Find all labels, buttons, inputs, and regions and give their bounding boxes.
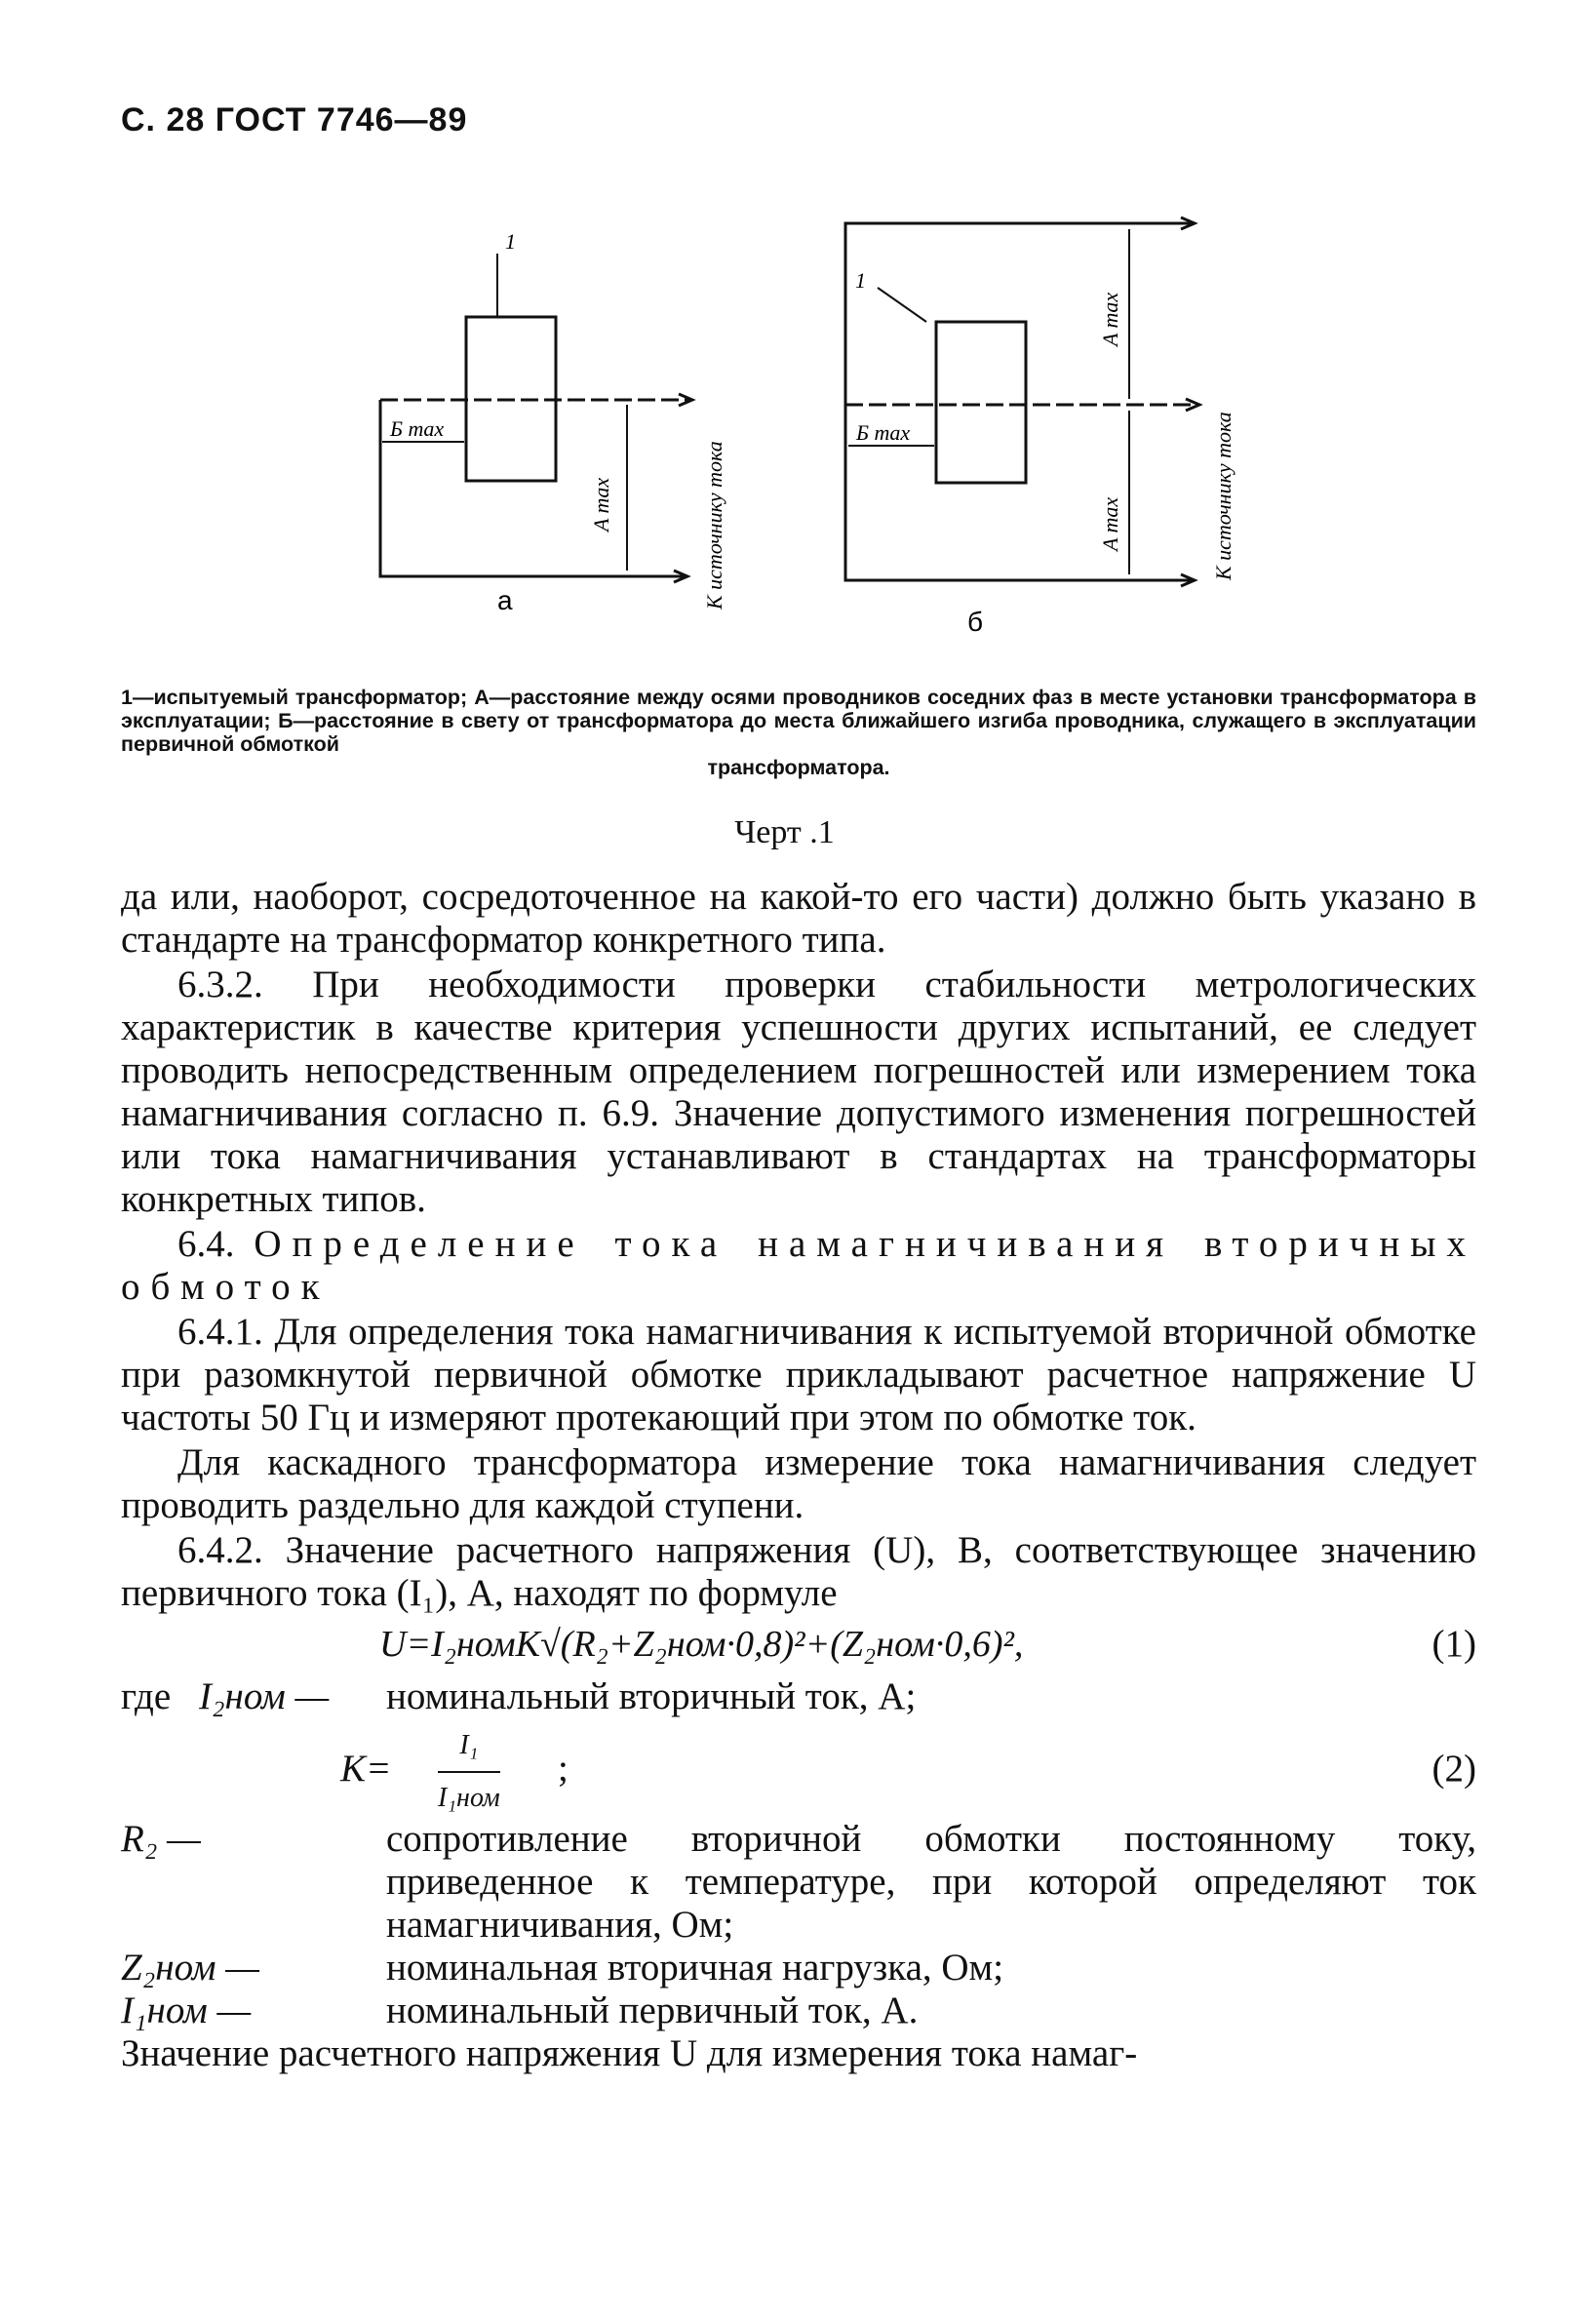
conductor-b-top xyxy=(845,223,1195,405)
amax-label-b-top: A max xyxy=(1098,292,1122,346)
bmax-label-b: Б max xyxy=(856,420,911,445)
figure-label-a: а xyxy=(497,585,513,615)
paragraph-6-3-2: 6.3.2. При необходимости проверки стабильности метрологических характеристик в качестве критерия успешности других испытаний, ее следует проводить непосредственным определением погрешностей или измерением тока намагничивания согласно п. 6.9. Значение допустимого изменения погрешностей или тока намагничивания устанавливают в стандартах на трансформаторы конкретных типов. xyxy=(121,964,1476,1220)
definition-i2nom xyxy=(121,1675,1476,1724)
paragraph-6-4-1: 6.4.1. Для определения тока намагничивания к испытуемой вторичной обмотке при разомкнутой первичной обмотке прикладывают расчетное напряжение U частоты 50 Гц и измеряют протекающий при этом по обмотке ток. xyxy=(121,1311,1476,1438)
formula-2-lhs: K= xyxy=(340,1748,392,1790)
figure-name: Черт .1 xyxy=(734,814,835,850)
amax-label-a: A max xyxy=(589,477,613,532)
section-heading-6-4 xyxy=(121,1223,1476,1309)
transformer-b xyxy=(936,322,1026,483)
formula-2-fraction xyxy=(438,1724,500,1820)
bmax-label-a: Б max xyxy=(390,416,445,441)
section-number: 6.4. xyxy=(177,1223,235,1265)
definition-r2 xyxy=(121,1818,1476,1947)
to-source-label-b: К источнику тока xyxy=(1211,412,1236,580)
definition-i1nom xyxy=(121,1989,1476,2032)
fraction-numerator: I₁ xyxy=(438,1724,500,1773)
equation-number-2: (2) xyxy=(1432,1748,1476,1790)
formula-2 xyxy=(121,1724,1476,1818)
def-symbol-z2nom: Z₂ном — xyxy=(121,1947,259,1989)
def-text-i2nom: номинальный вторичный ток, А; xyxy=(386,1675,917,1717)
paragraph-continuation: да или, наоборот, сосредоточенное на какой-то его части) должно быть указано в стандарте на трансформатор конкретного типа. xyxy=(121,876,1476,961)
equation-number-1: (1) xyxy=(1432,1623,1476,1665)
def-text-i1nom: номинальный первичный ток, А. xyxy=(386,1989,919,2031)
def-symbol-i1nom: I₁ном — xyxy=(121,1989,252,2031)
fraction-denominator: I₁ном xyxy=(438,1783,500,1813)
paragraph-6-4-2: 6.4.2. Значение расчетного напряжения (U), В, соответствующее значению первичного тока (I₁), А, находят по формуле xyxy=(121,1529,1476,1614)
page-header: С. 28 ГОСТ 7746—89 xyxy=(121,101,468,138)
def-symbol-r2: R₂ — xyxy=(121,1818,201,1860)
def-symbol-i2nom: I₂ном — xyxy=(199,1675,330,1717)
paragraph-cascade: Для каскадного трансформатора измерение тока намагничивания следует проводить раздельно для каждой ступени. xyxy=(121,1441,1476,1526)
def-text-z2nom: номинальная вторичная нагрузка, Ом; xyxy=(386,1947,1004,1989)
figure-label-b: б xyxy=(967,607,984,637)
body-text xyxy=(121,876,1476,2077)
marker-1-a: 1 xyxy=(505,229,516,254)
leader-b xyxy=(878,288,926,322)
caption-last-line: трансформатора. xyxy=(707,756,890,779)
figure-drawing xyxy=(332,180,1268,668)
to-source-label-a: К источнику тока xyxy=(702,441,726,610)
definitions-list xyxy=(121,1818,1476,2032)
paragraph-final: Значение расчетного напряжения U для измерения тока намаг- xyxy=(121,2032,1138,2074)
definition-z2nom xyxy=(121,1947,1476,1989)
section-title: Определение тока намагничивания вторичных обмоток xyxy=(121,1223,1476,1308)
def-text-r2: сопротивление вторичной обмотки постоянному току, приведенное к температуре, при которой определяют ток намагничивания, Ом; xyxy=(386,1818,1476,1946)
where-word: где xyxy=(121,1675,172,1717)
formula-1-expression: U=I₂номK√(R₂+Z₂ном·0,8)²+(Z₂ном·0,6)², xyxy=(379,1624,1024,1665)
figure-caption xyxy=(121,686,1476,779)
formula-1 xyxy=(121,1617,1476,1675)
amax-label-b-bottom: A max xyxy=(1098,496,1122,551)
caption-text: 1—испытуемый трансформатор; А—расстояние между осями проводников соседних фаз в месте установки трансформатора в эксплуатации; Б—расстояние в свету от трансформатора до места ближайшего изгиба проводника, служащего в эксплуатации первичной обмоткой xyxy=(121,686,1476,756)
marker-1-b: 1 xyxy=(855,268,866,293)
formula-2-semicolon: ; xyxy=(558,1748,569,1790)
